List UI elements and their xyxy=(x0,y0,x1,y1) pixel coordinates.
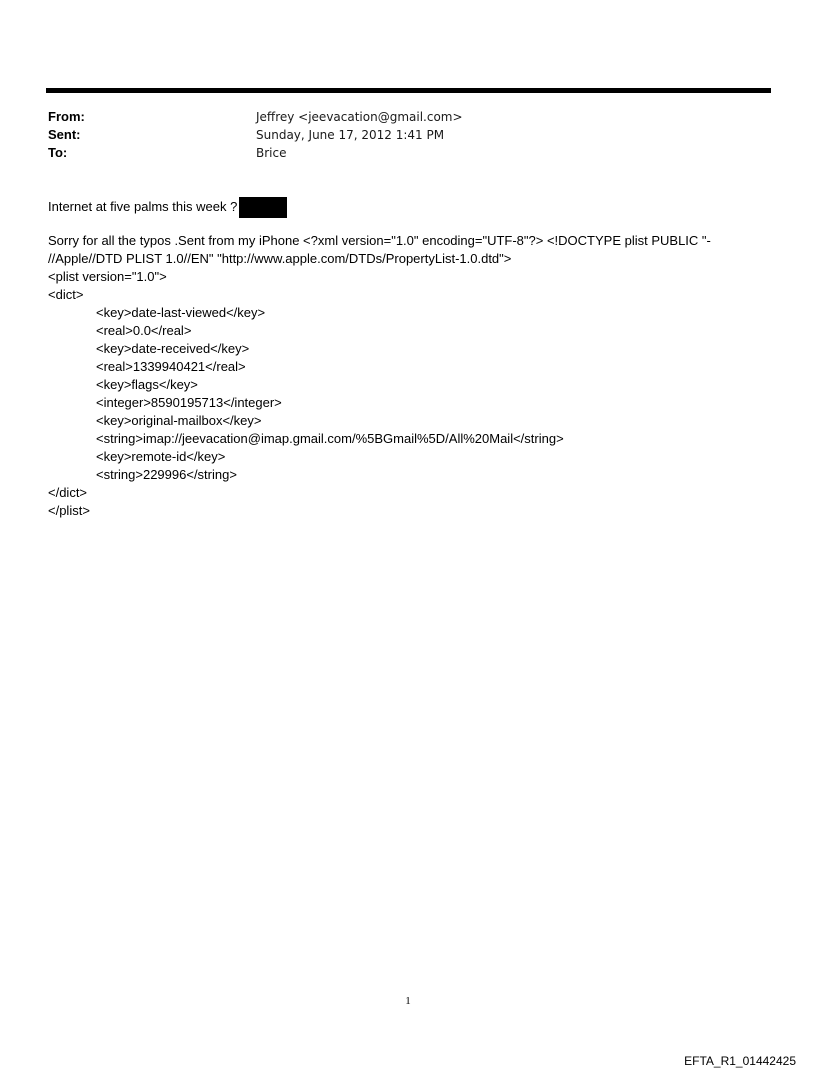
email-header xyxy=(48,108,748,162)
dict-entry-line: <real>0.0</real> xyxy=(96,323,192,338)
dict-entry-line: <key>date-last-viewed</key> xyxy=(96,305,266,320)
from-value: Jeffrey <jeevacation@gmail.com> xyxy=(256,110,463,124)
page-number: 1 xyxy=(405,995,411,1007)
dict-entry-line: <string>229996</string> xyxy=(96,467,237,482)
dict-open-line: <dict> xyxy=(48,287,84,302)
dict-entry-line: <key>flags</key> xyxy=(96,377,198,392)
paragraph-spacer xyxy=(48,218,748,232)
to-value: Brice xyxy=(256,146,287,160)
to-label: To: xyxy=(48,145,68,160)
dict-close-line: </dict> xyxy=(48,485,88,500)
plist-close-line: </plist> xyxy=(48,503,90,518)
intro-line xyxy=(48,196,748,218)
dict-entry-line: <key>original-mailbox</key> xyxy=(96,413,262,428)
from-row xyxy=(48,108,748,126)
top-divider xyxy=(46,88,771,93)
body-line-1: Sorry for all the typos .Sent from my iPhone <?xml version="1.0" encoding="UTF-8"?> <!DOCTYPE plist PUBLIC "- xyxy=(48,233,711,248)
dict-entry-line: <real>1339940421</real> xyxy=(96,359,246,374)
sent-value: Sunday, June 17, 2012 1:41 PM xyxy=(256,128,445,142)
plist-open-line: <plist version="1.0"> xyxy=(48,269,167,284)
dict-entry-line: <key>date-received</key> xyxy=(96,341,250,356)
intro-text: Internet at five palms this week ? xyxy=(48,199,238,214)
body-line-2: //Apple//DTD PLIST 1.0//EN" "http://www.apple.com/DTDs/PropertyList-1.0.dtd"> xyxy=(48,251,512,266)
email-body xyxy=(48,196,748,520)
document-id: EFTA_R1_01442425 xyxy=(684,1054,796,1068)
to-row xyxy=(48,144,748,162)
dict-entry-line: <string>imap://jeevacation@imap.gmail.com/%5BGmail%5D/All%20Mail</string> xyxy=(96,431,564,446)
dict-entry-line: <key>remote-id</key> xyxy=(96,449,226,464)
sent-row xyxy=(48,126,748,144)
from-label: From: xyxy=(48,109,85,124)
sent-label: Sent: xyxy=(48,127,81,142)
dict-entry-line: <integer>8590195713</integer> xyxy=(96,395,282,410)
redaction-box xyxy=(239,197,287,218)
